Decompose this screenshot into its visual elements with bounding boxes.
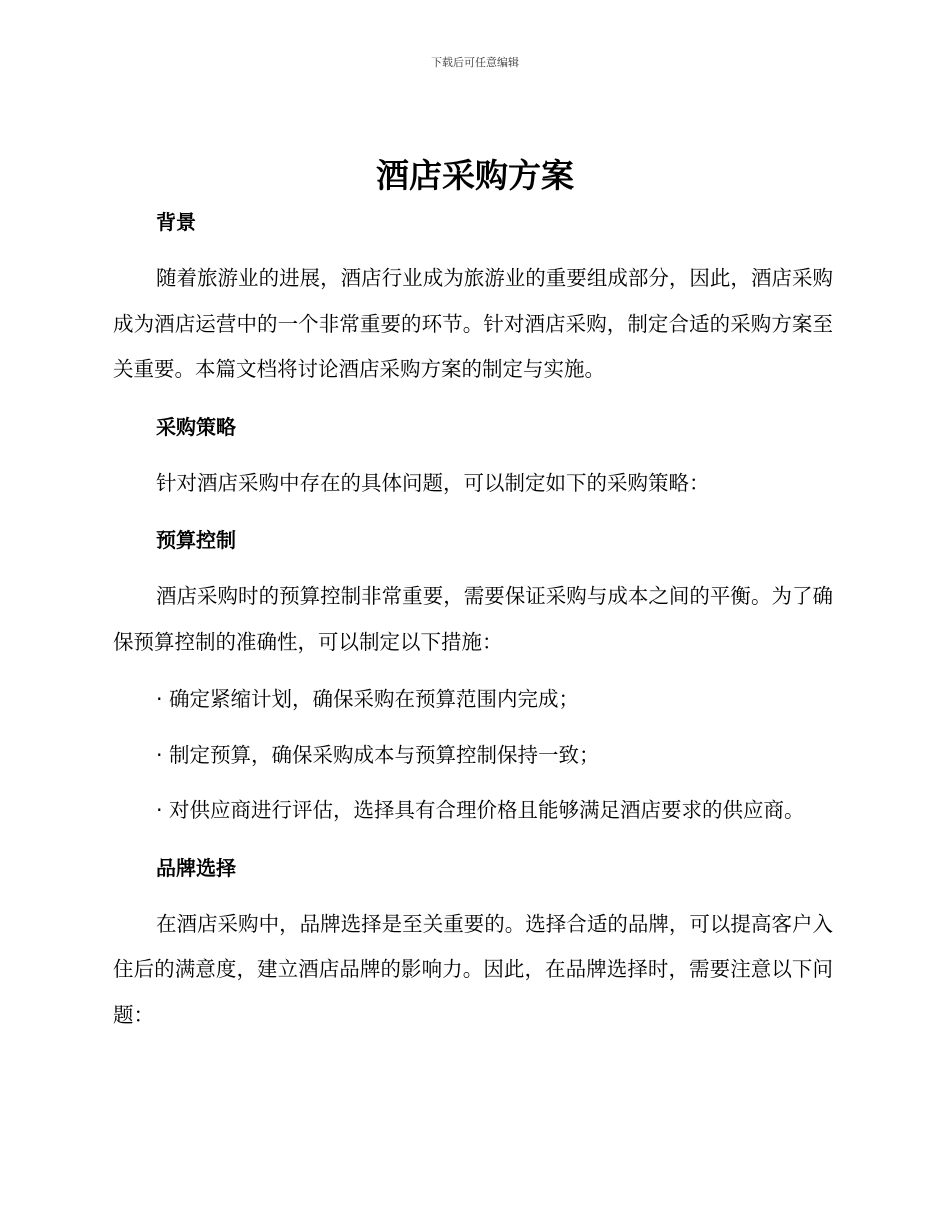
- budget-bullet-2: · 制定预算，确保采购成本与预算控制保持一致；: [156, 742, 600, 767]
- section-heading-budget: 预算控制: [156, 528, 236, 552]
- budget-bullet-3: · 对供应商进行评估，选择具有合理价格且能够满足酒店要求的供应商。: [156, 798, 805, 822]
- section-heading-strategy: 采购策略: [156, 414, 236, 439]
- budget-bullet-1: · 确定紧缩计划，确保采购在预算范围内完成；: [156, 687, 580, 711]
- brand-paragraph: 在酒店采购中，品牌选择是至关重要的。选择合适的品牌，可以提高客户入住后的满意度，建立酒店品牌的影响力。因此，在品牌选择时，需要注意以下问题：: [113, 911, 833, 1027]
- page-header-note: 下载后可任意编辑: [431, 56, 519, 69]
- section-heading-brand: 品牌选择: [156, 855, 236, 880]
- strategy-paragraph: 针对酒店采购中存在的具体问题，可以制定如下的采购策略：: [156, 470, 710, 495]
- document-body: [113, 200, 833, 1050]
- document-title: 酒店采购方案: [376, 156, 574, 195]
- section-heading-background: 背景: [156, 210, 196, 234]
- background-paragraph: 随着旅游业的进展，酒店行业成为旅游业的重要组成部分，因此，酒店采购成为酒店运营中的一个非常重要的环节。针对酒店采购，制定合适的采购方案至关重要。本篇文档将讨论酒店采购方案的制定与实施。: [113, 266, 833, 381]
- budget-paragraph: 酒店采购时的预算控制非常重要，需要保证采购与成本之间的平衡。为了确保预算控制的准确性，可以制定以下措施：: [113, 584, 833, 654]
